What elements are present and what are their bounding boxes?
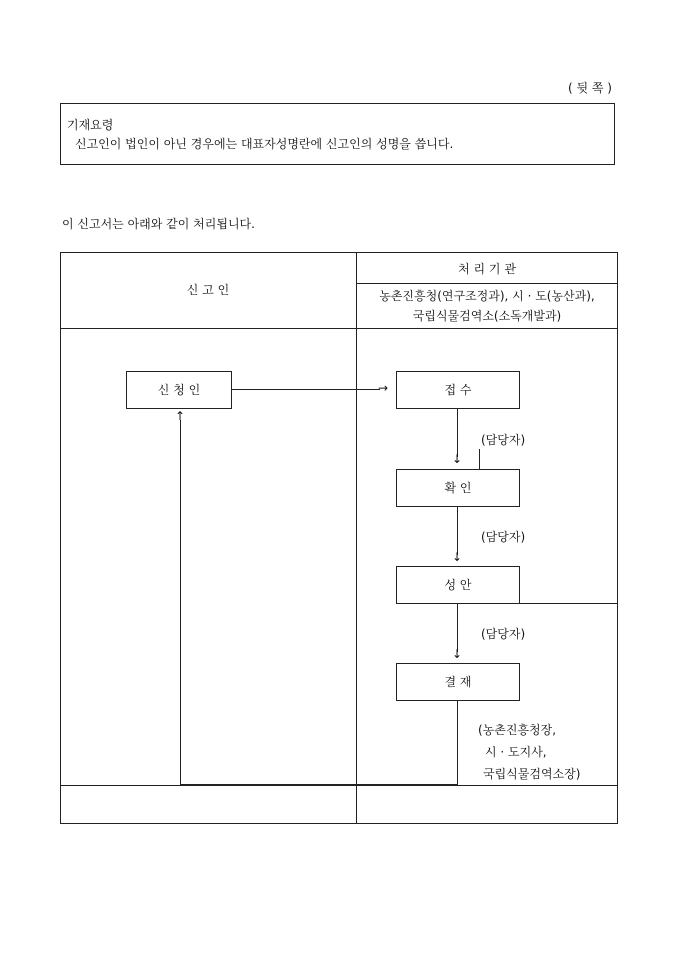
arrow-down-icon: ↓	[452, 647, 463, 661]
connector-confirm-draft	[457, 507, 458, 555]
arrow-up-icon: ↑	[175, 409, 186, 423]
col-agency-line2: 국립식물검역소(소독개발과)	[412, 309, 562, 323]
table-center-divider	[356, 252, 357, 824]
applicant-label: 신 청 인	[157, 383, 201, 397]
arrow-right-icon: →	[378, 381, 389, 395]
staff1-tick	[479, 449, 480, 469]
draft-box	[396, 566, 520, 604]
staff3-label: (담당자)	[481, 627, 526, 641]
confirm-box	[396, 469, 520, 507]
receipt-label: 접 수	[444, 383, 472, 397]
return-line-bottom	[180, 784, 458, 785]
approval-box	[396, 663, 520, 701]
return-line-vertical-right	[457, 701, 458, 784]
reverse-side-label: ( 뒷 쪽 )	[568, 81, 612, 95]
instructions-title: 기재요령	[67, 118, 114, 132]
col-agency-line1: 농촌진흥청(연구조정과), 시 · 도(농산과),	[379, 289, 595, 303]
applicant-box	[126, 371, 232, 409]
arrow-down-icon: ↓	[452, 452, 463, 466]
arrow-down-icon: ↓	[452, 550, 463, 564]
process-table	[60, 252, 618, 824]
table-header-divider	[60, 328, 618, 329]
instructions-body: 신고인이 법인이 아닌 경우에는 대표자성명란에 신고인의 성명을 씁니다.	[75, 137, 454, 151]
draft-right-line	[520, 603, 618, 604]
connector-draft-approval	[457, 604, 458, 652]
draft-label: 성 안	[444, 578, 472, 592]
return-line-vertical-left	[180, 420, 181, 785]
process-intro: 이 신고서는 아래와 같이 처리됩니다.	[62, 217, 255, 231]
approver-line2: 시 · 도지사,	[485, 745, 547, 759]
connector-receipt-confirm	[457, 409, 458, 457]
col-applicant-header: 신 고 인	[186, 283, 230, 297]
table-footer-divider	[60, 785, 618, 786]
approver-line1: (농촌진흥청장,	[478, 723, 557, 737]
instructions-box	[60, 103, 615, 165]
arrow-applicant-to-receipt	[232, 389, 380, 390]
agency-header-divider	[356, 283, 618, 284]
approval-label: 결 재	[444, 675, 472, 689]
receipt-box	[396, 371, 520, 409]
staff2-label: (담당자)	[481, 530, 526, 544]
staff1-label: (담당자)	[481, 433, 526, 447]
approver-line3: 국립식물검역소장)	[483, 767, 581, 781]
col-agency-title: 처 리 기 관	[458, 262, 516, 276]
confirm-label: 확 인	[444, 481, 472, 495]
